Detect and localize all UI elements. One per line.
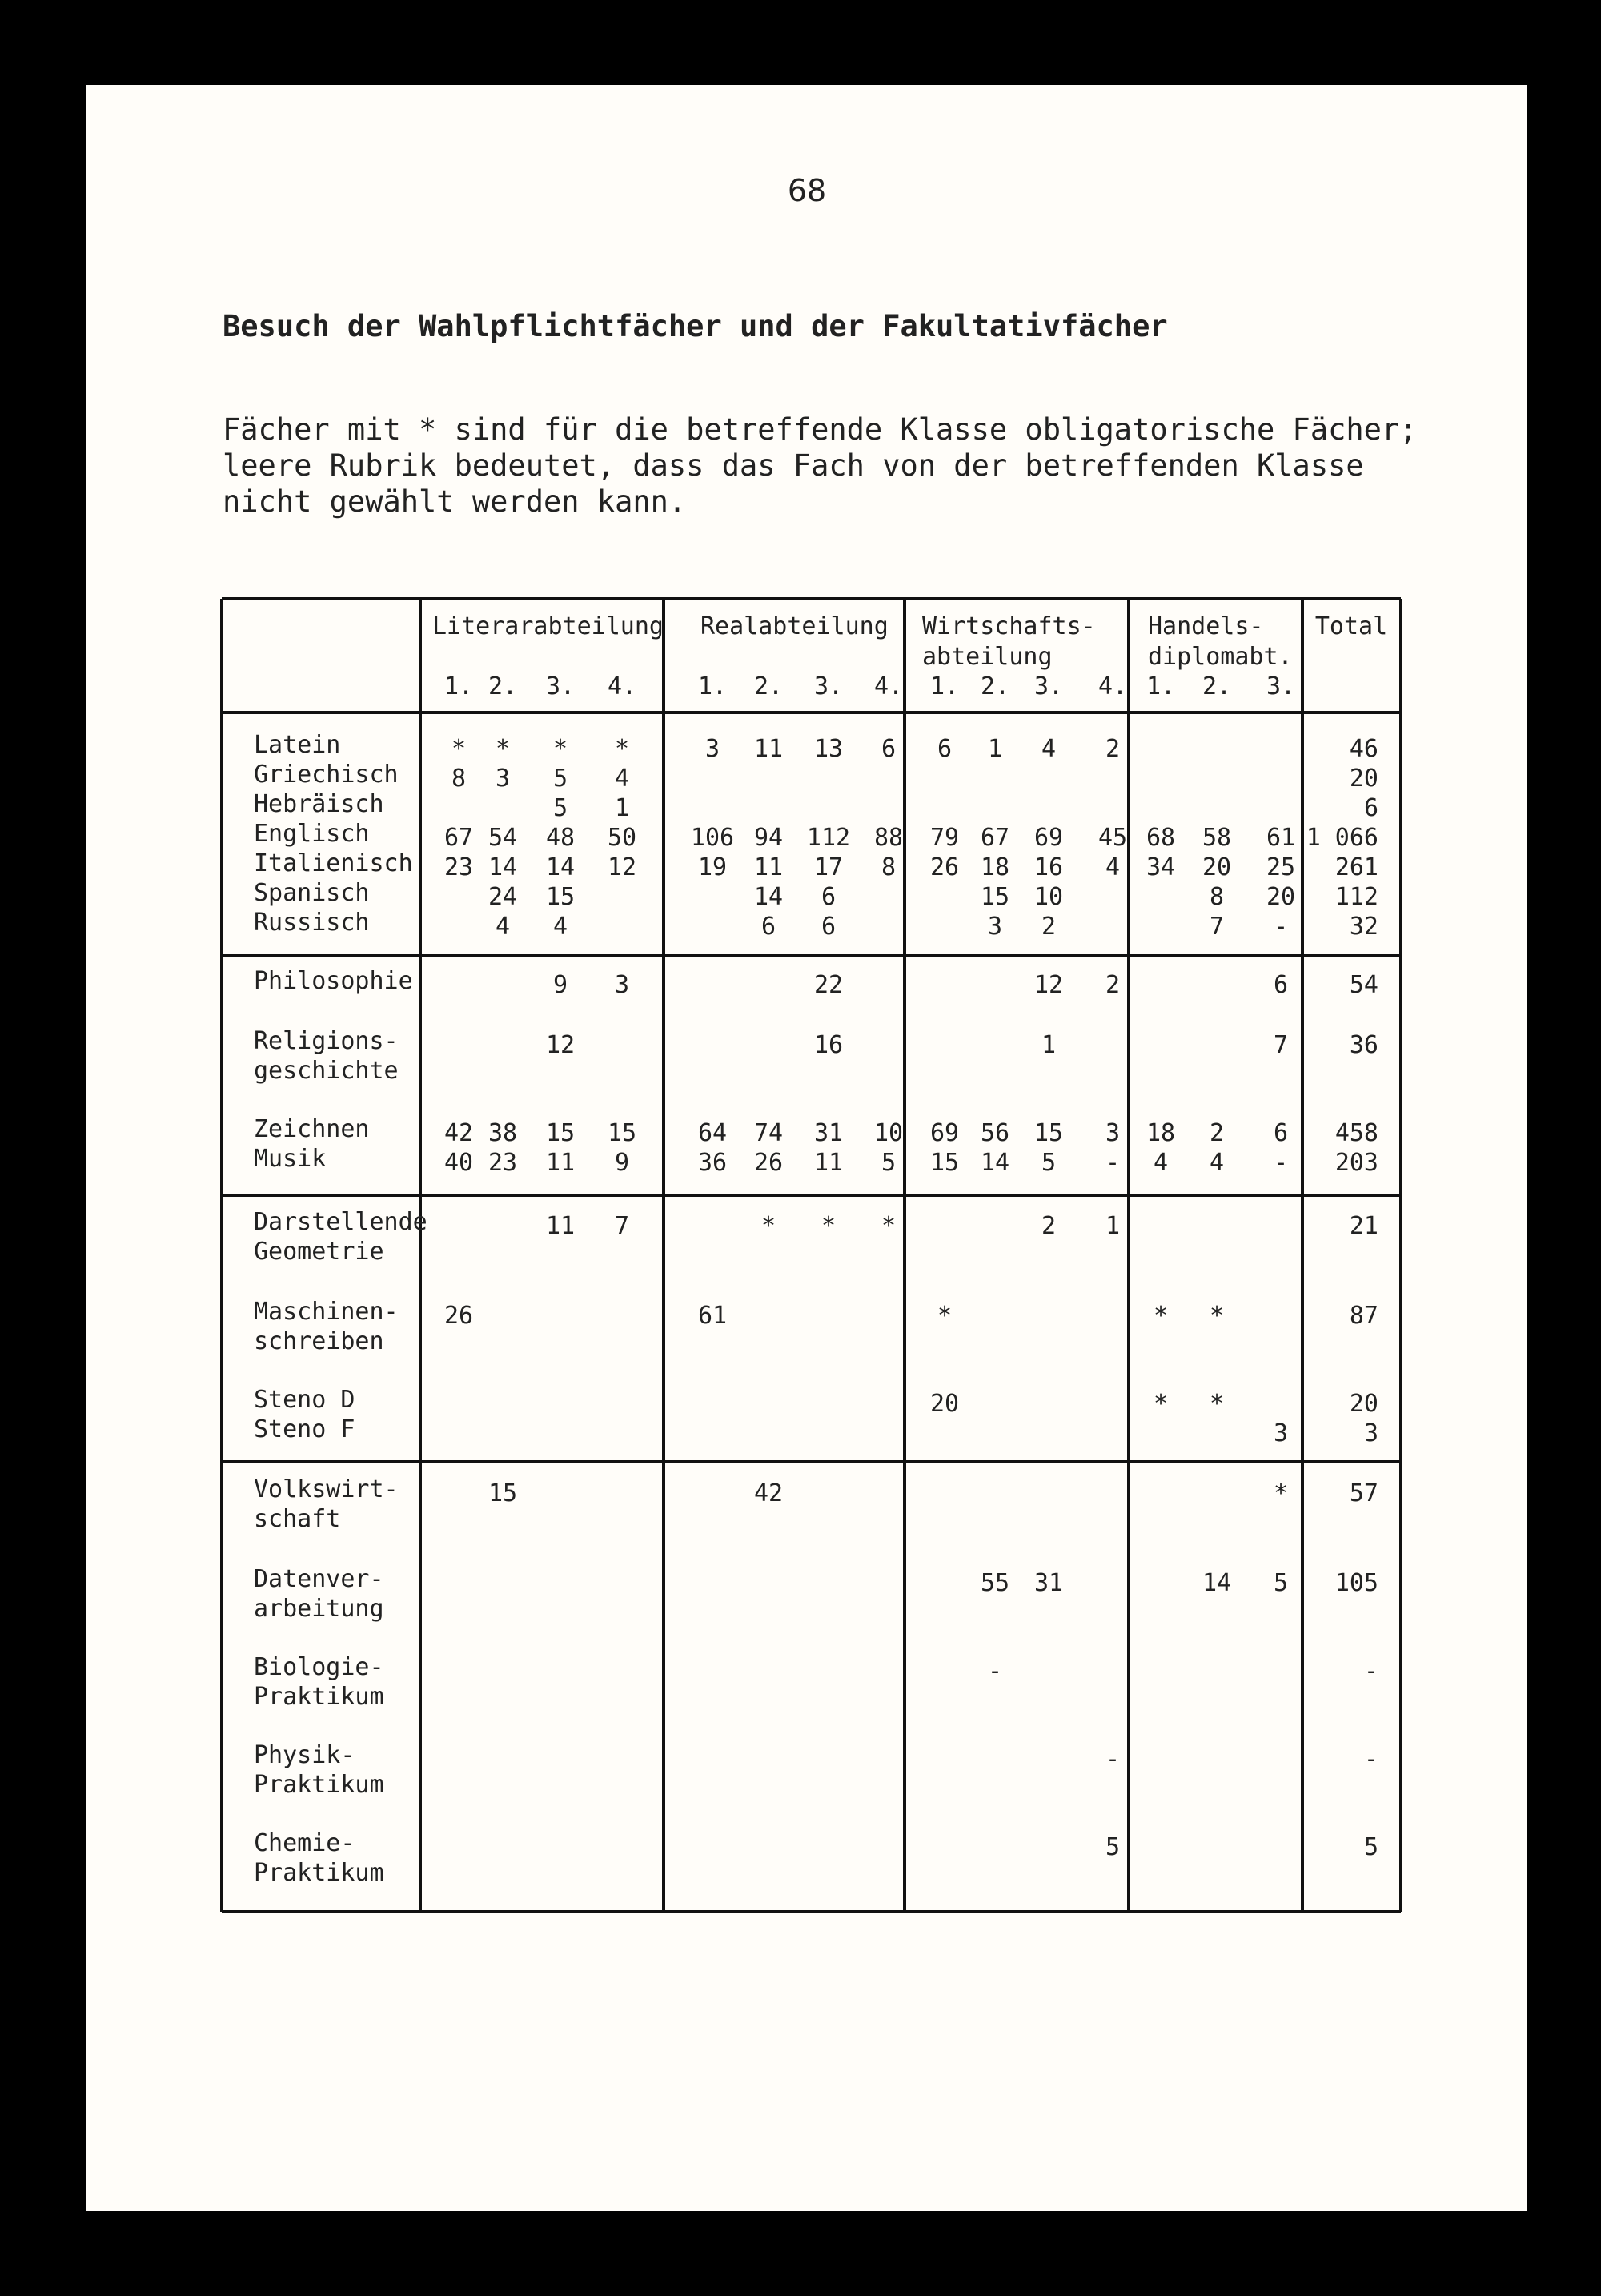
cell-value: 36: [697, 1149, 728, 1177]
cell-value: 4: [1041, 735, 1057, 763]
cell-value: 6: [1273, 971, 1289, 999]
class-header-real: 1.: [697, 672, 728, 700]
header-handelsdiplomabt: Handels-: [1148, 612, 1264, 640]
header-wirtschaftsabteilung: Wirtschafts-: [922, 612, 1096, 640]
cell-value: *: [614, 735, 630, 763]
cell-value: 94: [753, 824, 784, 852]
cell-value: 6: [821, 883, 837, 911]
cell-value: 31: [813, 1119, 844, 1147]
header-handelsdiplomabt: diplomabt.: [1148, 643, 1293, 671]
cell-value: *: [881, 1212, 897, 1240]
row-label: Volkswirt-: [254, 1475, 399, 1503]
row-label: Musik: [254, 1145, 327, 1173]
cell-value: 26: [753, 1149, 784, 1177]
cell-value: -: [1105, 1149, 1121, 1177]
row-label: Chemie-: [254, 1829, 355, 1857]
cell-value: 4: [1209, 1149, 1225, 1177]
cell-value: 6: [760, 913, 776, 941]
cell-value: 4: [614, 765, 630, 793]
cell-value: 12: [545, 1031, 576, 1059]
cell-value: 11: [753, 853, 784, 881]
cell-value: *: [1273, 1479, 1289, 1507]
cell-value: 14: [753, 883, 784, 911]
cell-value: 22: [813, 971, 844, 999]
row-label: schreiben: [254, 1327, 384, 1355]
cell-value: 6: [881, 735, 897, 763]
class-header-hand: 2.: [1202, 672, 1232, 700]
cell-value: 13: [813, 735, 844, 763]
cell-value: *: [760, 1212, 776, 1240]
cell-value: 14: [1202, 1569, 1232, 1597]
class-header-lit: 4.: [607, 672, 637, 700]
cell-value: 112: [806, 824, 851, 852]
cell-value: 15: [607, 1119, 637, 1147]
cell-value: 69: [929, 1119, 960, 1147]
cell-value: 106: [690, 824, 735, 852]
total-value: 87: [1349, 1302, 1378, 1330]
row-label: Physik-: [254, 1741, 355, 1769]
header-realabteilung: Realabteilung: [700, 612, 889, 640]
cell-value: *: [1153, 1390, 1169, 1418]
cell-value: 15: [545, 883, 576, 911]
cell-value: 7: [614, 1212, 630, 1240]
cell-value: 4: [495, 913, 511, 941]
cell-value: 54: [488, 824, 518, 852]
cell-value: 7: [1209, 913, 1225, 941]
row-label: Zeichnen: [254, 1115, 370, 1143]
total-value: 6: [1363, 794, 1378, 822]
class-header-wirt: 1.: [929, 672, 960, 700]
row-label: Englisch: [254, 820, 370, 848]
cell-value: 23: [443, 853, 474, 881]
intro-line: nicht gewählt werden kann.: [223, 484, 687, 519]
section-title: Besuch der Wahlpflichtfächer und der Fakultativfächer: [223, 309, 1168, 343]
cell-value: 15: [980, 883, 1010, 911]
page-number: 68: [787, 173, 827, 208]
row-label: schaft: [254, 1505, 341, 1533]
total-value: 458: [1334, 1119, 1378, 1147]
cell-value: 12: [607, 853, 637, 881]
cell-value: 2: [1041, 1212, 1057, 1240]
cell-value: 15: [929, 1149, 960, 1177]
row-label: Praktikum: [254, 1771, 384, 1799]
cell-value: 48: [545, 824, 576, 852]
cell-value: 67: [980, 824, 1010, 852]
total-value: 21: [1349, 1212, 1378, 1240]
header-literarabteilung: Literarabteilung: [432, 612, 664, 640]
cell-value: 11: [813, 1149, 844, 1177]
cell-value: 18: [1146, 1119, 1176, 1147]
class-header-hand: 1.: [1146, 672, 1176, 700]
cell-value: 20: [929, 1390, 960, 1418]
cell-value: 45: [1097, 824, 1128, 852]
class-header-lit: 1.: [443, 672, 474, 700]
row-label: Praktikum: [254, 1683, 384, 1711]
row-label: Biologie-: [254, 1653, 384, 1681]
total-value: 261: [1334, 853, 1378, 881]
cell-value: 61: [1266, 824, 1296, 852]
cell-value: 4: [1153, 1149, 1169, 1177]
total-value: 5: [1363, 1833, 1378, 1861]
cell-value: 2: [1105, 735, 1121, 763]
cell-value: 42: [443, 1119, 474, 1147]
class-header-lit: 3.: [545, 672, 576, 700]
total-value: 105: [1334, 1569, 1378, 1597]
cell-value: 40: [443, 1149, 474, 1177]
row-label: Geometrie: [254, 1238, 384, 1266]
row-label: geschichte: [254, 1057, 399, 1085]
row-label: Spanisch: [254, 879, 370, 907]
cell-value: 8: [451, 765, 467, 793]
cell-value: 14: [488, 853, 518, 881]
intro-line: leere Rubrik bedeutet, dass das Fach von der betreffenden Klasse: [223, 448, 1364, 483]
cell-value: 14: [980, 1149, 1010, 1177]
cell-value: 15: [545, 1119, 576, 1147]
row-label: Steno D: [254, 1386, 355, 1414]
cell-value: *: [821, 1212, 837, 1240]
cell-value: 18: [980, 853, 1010, 881]
cell-value: 74: [753, 1119, 784, 1147]
cell-value: 68: [1146, 824, 1176, 852]
cell-value: 1: [1041, 1031, 1057, 1059]
class-header-wirt: 4.: [1097, 672, 1128, 700]
cell-value: 26: [929, 853, 960, 881]
cell-value: *: [451, 735, 467, 763]
cell-value: 3: [1273, 1419, 1289, 1447]
cell-value: 34: [1146, 853, 1176, 881]
total-value: 20: [1349, 1390, 1378, 1418]
cell-value: 4: [1105, 853, 1121, 881]
total-value: 203: [1334, 1149, 1378, 1177]
row-label: Italienisch: [254, 849, 413, 877]
cell-value: 2: [1209, 1119, 1225, 1147]
cell-value: 17: [813, 853, 844, 881]
cell-value: 9: [614, 1149, 630, 1177]
class-header-real: 4.: [873, 672, 904, 700]
class-header-wirt: 3.: [1033, 672, 1064, 700]
cell-value: 1: [987, 735, 1003, 763]
cell-value: 50: [607, 824, 637, 852]
cell-value: 19: [697, 853, 728, 881]
cell-value: -: [987, 1657, 1003, 1685]
cell-value: 5: [881, 1149, 897, 1177]
row-label: Datenver-: [254, 1565, 384, 1593]
cell-value: 3: [704, 735, 720, 763]
row-label: Russisch: [254, 909, 370, 937]
intro-line: Fächer mit * sind für die betreffende Klasse obligatorische Fächer;: [223, 412, 1418, 447]
row-label: Latein: [254, 731, 341, 759]
total-value: 20: [1349, 765, 1378, 793]
cell-value: 14: [545, 853, 576, 881]
cell-value: 6: [937, 735, 953, 763]
cell-value: 10: [873, 1119, 904, 1147]
class-header-lit: 2.: [488, 672, 518, 700]
total-value: 1 066: [1306, 824, 1378, 852]
row-label: Philosophie: [254, 967, 413, 995]
cell-value: 38: [488, 1119, 518, 1147]
row-label: Hebräisch: [254, 790, 384, 818]
cell-value: 2: [1105, 971, 1121, 999]
total-value: 3: [1363, 1419, 1378, 1447]
row-label: Maschinen-: [254, 1298, 399, 1326]
cell-value: -: [1273, 913, 1289, 941]
cell-value: 7: [1273, 1031, 1289, 1059]
cell-value: *: [1209, 1302, 1225, 1330]
cell-value: 5: [1041, 1149, 1057, 1177]
cell-value: 2: [1041, 913, 1057, 941]
row-label: Darstellende: [254, 1208, 427, 1236]
total-value: 36: [1349, 1031, 1378, 1059]
class-header-hand: 3.: [1266, 672, 1296, 700]
total-value: 112: [1334, 883, 1378, 911]
cell-value: 16: [813, 1031, 844, 1059]
cell-value: 56: [980, 1119, 1010, 1147]
cell-value: *: [495, 735, 511, 763]
cell-value: 25: [1266, 853, 1296, 881]
cell-value: 11: [545, 1149, 576, 1177]
cell-value: -: [1105, 1745, 1121, 1773]
cell-value: 11: [545, 1212, 576, 1240]
cell-value: *: [1209, 1390, 1225, 1418]
cell-value: 79: [929, 824, 960, 852]
row-label: Griechisch: [254, 761, 399, 789]
cell-value: 3: [1105, 1119, 1121, 1147]
cell-value: 5: [552, 794, 568, 822]
cell-value: *: [937, 1302, 953, 1330]
cell-value: 26: [443, 1302, 474, 1330]
cell-value: 23: [488, 1149, 518, 1177]
cell-value: *: [552, 735, 568, 763]
cell-value: 20: [1266, 883, 1296, 911]
cell-value: 42: [753, 1479, 784, 1507]
cell-value: 1: [1105, 1212, 1121, 1240]
total-value: -: [1363, 1657, 1378, 1685]
cell-value: 24: [488, 883, 518, 911]
cell-value: 61: [697, 1302, 728, 1330]
total-value: 57: [1349, 1479, 1378, 1507]
cell-value: 69: [1033, 824, 1064, 852]
cell-value: -: [1273, 1149, 1289, 1177]
cell-value: 9: [552, 971, 568, 999]
cell-value: 4: [552, 913, 568, 941]
cell-value: 64: [697, 1119, 728, 1147]
cell-value: 67: [443, 824, 474, 852]
cell-value: 31: [1033, 1569, 1064, 1597]
cell-value: 16: [1033, 853, 1064, 881]
total-value: 32: [1349, 913, 1378, 941]
class-header-real: 3.: [813, 672, 844, 700]
row-label: Religions-: [254, 1027, 399, 1055]
total-value: 54: [1349, 971, 1378, 999]
row-label: Steno F: [254, 1415, 355, 1443]
header-wirtschaftsabteilung: abteilung: [922, 643, 1053, 671]
cell-value: 15: [1033, 1119, 1064, 1147]
class-header-wirt: 2.: [980, 672, 1010, 700]
cell-value: 1: [614, 794, 630, 822]
cell-value: 8: [1209, 883, 1225, 911]
cell-value: 12: [1033, 971, 1064, 999]
total-value: 46: [1349, 735, 1378, 763]
cell-value: 6: [1273, 1119, 1289, 1147]
total-value: -: [1363, 1745, 1378, 1773]
cell-value: 3: [495, 765, 511, 793]
cell-value: 5: [1273, 1569, 1289, 1597]
cell-value: 58: [1202, 824, 1232, 852]
cell-value: 3: [987, 913, 1003, 941]
cell-value: 5: [1105, 1833, 1121, 1861]
cell-value: 11: [753, 735, 784, 763]
cell-value: 20: [1202, 853, 1232, 881]
cell-value: 5: [552, 765, 568, 793]
cell-value: 88: [873, 824, 904, 852]
cell-value: 10: [1033, 883, 1064, 911]
class-header-real: 2.: [753, 672, 784, 700]
header-total: Total: [1314, 612, 1388, 640]
cell-value: 15: [488, 1479, 518, 1507]
cell-value: 8: [881, 853, 897, 881]
row-label: arbeitung: [254, 1595, 384, 1623]
cell-value: 55: [980, 1569, 1010, 1597]
cell-value: *: [1153, 1302, 1169, 1330]
row-label: Praktikum: [254, 1859, 384, 1887]
cell-value: 6: [821, 913, 837, 941]
cell-value: 3: [614, 971, 630, 999]
